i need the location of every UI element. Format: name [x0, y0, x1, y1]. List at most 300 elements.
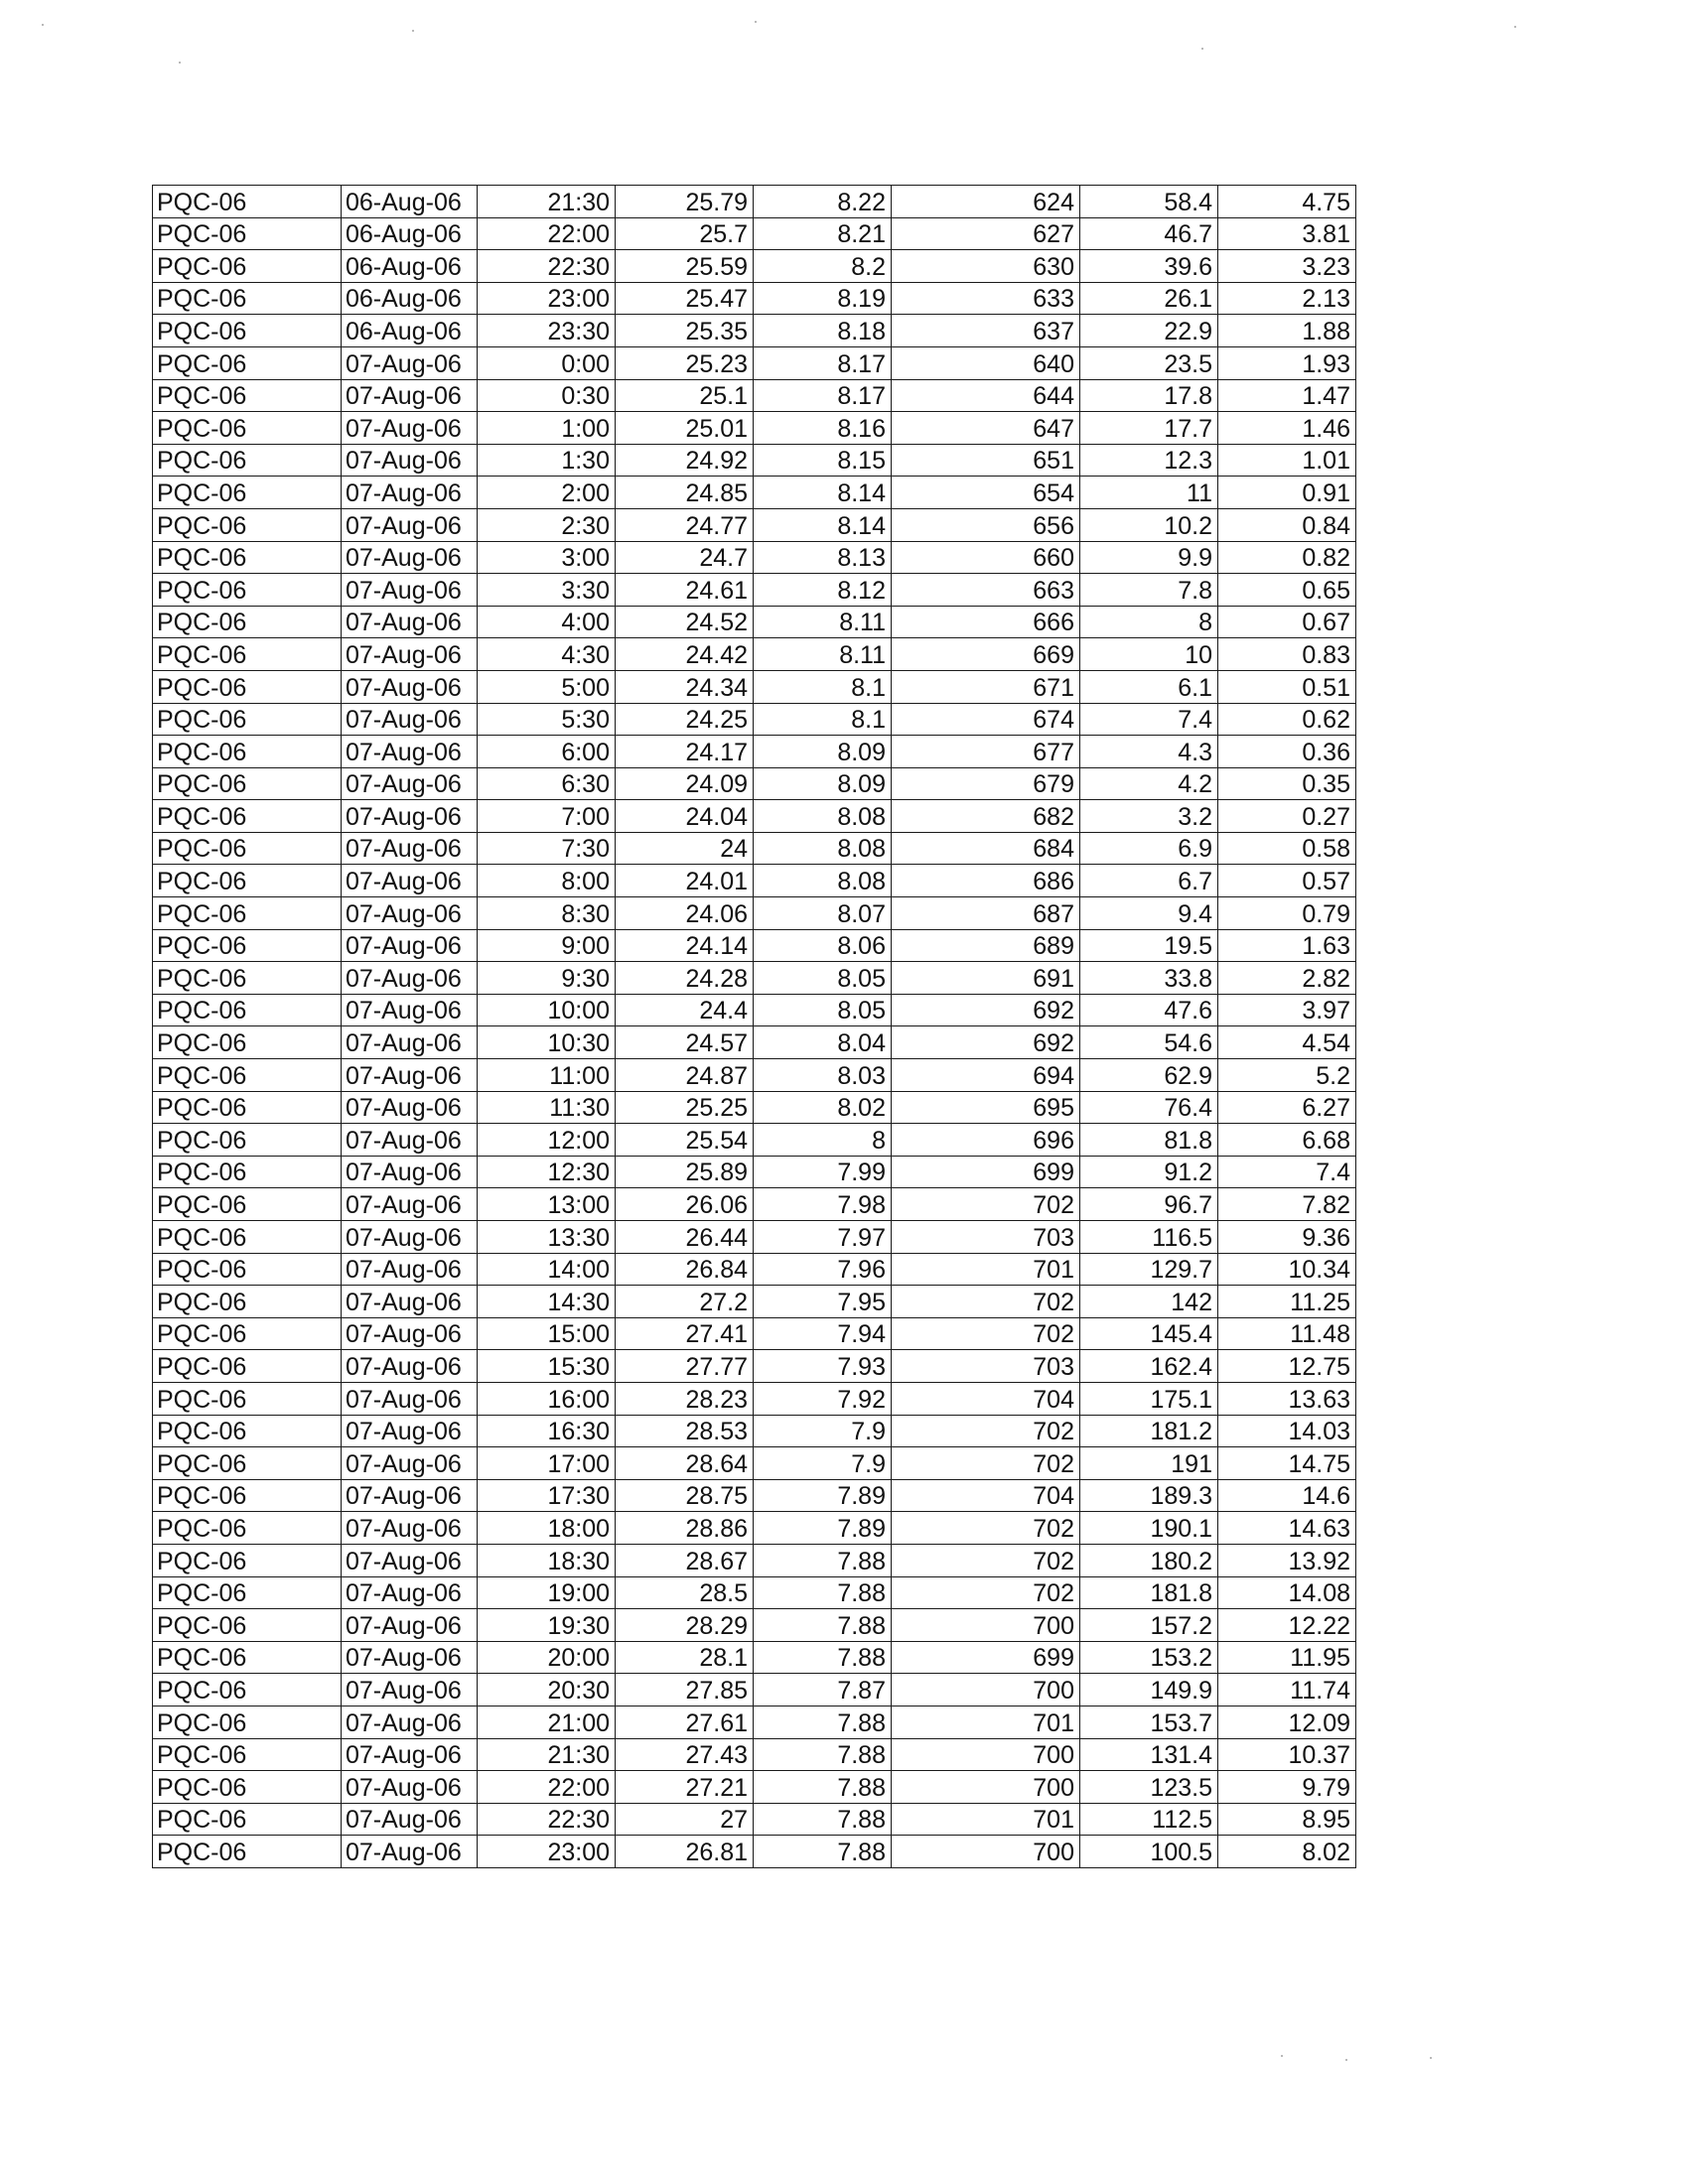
date-cell: 07-Aug-06 — [342, 541, 478, 574]
value-cell-5: 6.27 — [1218, 1091, 1356, 1124]
value-cell-2: 8.09 — [754, 767, 892, 800]
station-cell: PQC-06 — [153, 1706, 342, 1738]
date-cell: 07-Aug-06 — [342, 638, 478, 671]
value-cell-1: 24.52 — [616, 606, 754, 638]
value-cell-3: 651 — [892, 444, 1080, 477]
value-cell-3: 700 — [892, 1674, 1080, 1706]
value-cell-1: 24.09 — [616, 767, 754, 800]
value-cell-3: 700 — [892, 1609, 1080, 1642]
value-cell-5: 13.92 — [1218, 1544, 1356, 1576]
time-cell: 15:00 — [478, 1317, 616, 1350]
value-cell-2: 8.18 — [754, 315, 892, 347]
time-cell: 14:00 — [478, 1253, 616, 1286]
value-cell-5: 8.02 — [1218, 1836, 1356, 1868]
scan-noise — [755, 21, 757, 23]
date-cell: 07-Aug-06 — [342, 379, 478, 412]
scan-noise — [1345, 2059, 1347, 2061]
value-cell-2: 7.9 — [754, 1447, 892, 1480]
value-cell-1: 24.28 — [616, 962, 754, 995]
value-cell-3: 702 — [892, 1576, 1080, 1609]
value-cell-4: 162.4 — [1080, 1350, 1218, 1383]
value-cell-4: 153.2 — [1080, 1641, 1218, 1674]
data-table-body — [153, 186, 1356, 1868]
station-cell: PQC-06 — [153, 929, 342, 962]
date-cell: 07-Aug-06 — [342, 444, 478, 477]
value-cell-4: 17.7 — [1080, 412, 1218, 445]
value-cell-3: 689 — [892, 929, 1080, 962]
value-cell-4: 100.5 — [1080, 1836, 1218, 1868]
time-cell: 1:30 — [478, 444, 616, 477]
value-cell-1: 27.77 — [616, 1350, 754, 1383]
value-cell-5: 0.79 — [1218, 897, 1356, 930]
table-row — [153, 865, 1356, 897]
table-row — [153, 1771, 1356, 1804]
value-cell-1: 27.43 — [616, 1738, 754, 1771]
value-cell-5: 8.95 — [1218, 1803, 1356, 1836]
time-cell: 8:30 — [478, 897, 616, 930]
time-cell: 5:00 — [478, 670, 616, 703]
table-row — [153, 1447, 1356, 1480]
table-row — [153, 1544, 1356, 1576]
value-cell-4: 116.5 — [1080, 1221, 1218, 1254]
value-cell-4: 112.5 — [1080, 1803, 1218, 1836]
date-cell: 07-Aug-06 — [342, 670, 478, 703]
value-cell-2: 7.96 — [754, 1253, 892, 1286]
value-cell-2: 8.15 — [754, 444, 892, 477]
value-cell-4: 9.4 — [1080, 897, 1218, 930]
table-row — [153, 1641, 1356, 1674]
date-cell: 07-Aug-06 — [342, 1415, 478, 1447]
value-cell-2: 7.94 — [754, 1317, 892, 1350]
value-cell-4: 33.8 — [1080, 962, 1218, 995]
value-cell-3: 656 — [892, 508, 1080, 541]
value-cell-4: 7.8 — [1080, 574, 1218, 607]
date-cell: 07-Aug-06 — [342, 994, 478, 1026]
date-cell: 06-Aug-06 — [342, 186, 478, 218]
value-cell-3: 691 — [892, 962, 1080, 995]
value-cell-5: 4.75 — [1218, 186, 1356, 218]
scan-noise — [179, 62, 181, 64]
value-cell-2: 8.06 — [754, 929, 892, 962]
value-cell-1: 24.06 — [616, 897, 754, 930]
table-row — [153, 186, 1356, 218]
value-cell-2: 8.03 — [754, 1059, 892, 1092]
time-cell: 17:30 — [478, 1479, 616, 1512]
value-cell-2: 7.88 — [754, 1576, 892, 1609]
value-cell-1: 26.44 — [616, 1221, 754, 1254]
date-cell: 06-Aug-06 — [342, 315, 478, 347]
time-cell: 7:30 — [478, 832, 616, 865]
value-cell-1: 27.2 — [616, 1286, 754, 1318]
date-cell: 07-Aug-06 — [342, 736, 478, 768]
station-cell: PQC-06 — [153, 1479, 342, 1512]
date-cell: 07-Aug-06 — [342, 508, 478, 541]
value-cell-3: 701 — [892, 1706, 1080, 1738]
station-cell: PQC-06 — [153, 1641, 342, 1674]
value-cell-1: 25.47 — [616, 282, 754, 315]
station-cell: PQC-06 — [153, 477, 342, 509]
value-cell-5: 9.79 — [1218, 1771, 1356, 1804]
value-cell-1: 24.92 — [616, 444, 754, 477]
table-row — [153, 929, 1356, 962]
table-row — [153, 1512, 1356, 1545]
time-cell: 17:00 — [478, 1447, 616, 1480]
value-cell-3: 702 — [892, 1512, 1080, 1545]
station-cell: PQC-06 — [153, 1026, 342, 1059]
value-cell-5: 3.97 — [1218, 994, 1356, 1026]
value-cell-5: 11.25 — [1218, 1286, 1356, 1318]
station-cell: PQC-06 — [153, 1447, 342, 1480]
time-cell: 14:30 — [478, 1286, 616, 1318]
value-cell-4: 54.6 — [1080, 1026, 1218, 1059]
value-cell-1: 25.23 — [616, 346, 754, 379]
station-cell: PQC-06 — [153, 767, 342, 800]
value-cell-1: 28.53 — [616, 1415, 754, 1447]
date-cell: 07-Aug-06 — [342, 1771, 478, 1804]
date-cell: 07-Aug-06 — [342, 1544, 478, 1576]
value-cell-1: 25.79 — [616, 186, 754, 218]
value-cell-4: 91.2 — [1080, 1156, 1218, 1188]
value-cell-5: 7.82 — [1218, 1188, 1356, 1221]
time-cell: 19:00 — [478, 1576, 616, 1609]
value-cell-3: 701 — [892, 1253, 1080, 1286]
date-cell: 07-Aug-06 — [342, 767, 478, 800]
value-cell-1: 28.5 — [616, 1576, 754, 1609]
value-cell-3: 630 — [892, 250, 1080, 283]
value-cell-4: 181.2 — [1080, 1415, 1218, 1447]
table-row — [153, 703, 1356, 736]
value-cell-2: 8.16 — [754, 412, 892, 445]
date-cell: 07-Aug-06 — [342, 606, 478, 638]
value-cell-5: 1.01 — [1218, 444, 1356, 477]
value-cell-5: 12.75 — [1218, 1350, 1356, 1383]
value-cell-1: 28.23 — [616, 1382, 754, 1415]
value-cell-3: 666 — [892, 606, 1080, 638]
table-row — [153, 541, 1356, 574]
scan-noise — [1201, 48, 1203, 50]
value-cell-2: 7.89 — [754, 1479, 892, 1512]
value-cell-1: 24.4 — [616, 994, 754, 1026]
table-row — [153, 250, 1356, 283]
value-cell-4: 58.4 — [1080, 186, 1218, 218]
value-cell-5: 0.27 — [1218, 800, 1356, 833]
value-cell-5: 0.67 — [1218, 606, 1356, 638]
date-cell: 07-Aug-06 — [342, 865, 478, 897]
value-cell-4: 10 — [1080, 638, 1218, 671]
station-cell: PQC-06 — [153, 1221, 342, 1254]
value-cell-5: 0.51 — [1218, 670, 1356, 703]
station-cell: PQC-06 — [153, 1382, 342, 1415]
data-table — [152, 185, 1356, 1868]
value-cell-5: 0.82 — [1218, 541, 1356, 574]
value-cell-3: 699 — [892, 1641, 1080, 1674]
value-cell-5: 0.58 — [1218, 832, 1356, 865]
value-cell-5: 14.75 — [1218, 1447, 1356, 1480]
time-cell: 20:00 — [478, 1641, 616, 1674]
time-cell: 5:30 — [478, 703, 616, 736]
value-cell-5: 3.81 — [1218, 217, 1356, 250]
scan-noise — [412, 30, 414, 32]
date-cell: 07-Aug-06 — [342, 962, 478, 995]
value-cell-5: 2.82 — [1218, 962, 1356, 995]
date-cell: 07-Aug-06 — [342, 1221, 478, 1254]
table-row — [153, 1738, 1356, 1771]
date-cell: 07-Aug-06 — [342, 477, 478, 509]
table-row — [153, 1576, 1356, 1609]
table-row — [153, 282, 1356, 315]
value-cell-2: 7.88 — [754, 1836, 892, 1868]
table-row — [153, 1221, 1356, 1254]
value-cell-4: 96.7 — [1080, 1188, 1218, 1221]
value-cell-2: 7.92 — [754, 1382, 892, 1415]
value-cell-2: 8.1 — [754, 670, 892, 703]
station-cell: PQC-06 — [153, 994, 342, 1026]
value-cell-5: 14.63 — [1218, 1512, 1356, 1545]
value-cell-5: 0.91 — [1218, 477, 1356, 509]
date-cell: 07-Aug-06 — [342, 1124, 478, 1157]
scan-noise — [1514, 26, 1516, 28]
table-row — [153, 217, 1356, 250]
time-cell: 1:00 — [478, 412, 616, 445]
table-row — [153, 1706, 1356, 1738]
table-row — [153, 736, 1356, 768]
table-row — [153, 1124, 1356, 1157]
time-cell: 22:00 — [478, 1771, 616, 1804]
value-cell-3: 637 — [892, 315, 1080, 347]
table-row — [153, 1609, 1356, 1642]
time-cell: 6:30 — [478, 767, 616, 800]
time-cell: 16:00 — [478, 1382, 616, 1415]
date-cell: 07-Aug-06 — [342, 1836, 478, 1868]
value-cell-2: 8.1 — [754, 703, 892, 736]
value-cell-2: 8.11 — [754, 606, 892, 638]
value-cell-1: 24.42 — [616, 638, 754, 671]
table-row — [153, 800, 1356, 833]
value-cell-4: 6.1 — [1080, 670, 1218, 703]
value-cell-2: 8.05 — [754, 994, 892, 1026]
value-cell-3: 695 — [892, 1091, 1080, 1124]
date-cell: 07-Aug-06 — [342, 897, 478, 930]
value-cell-2: 7.88 — [754, 1641, 892, 1674]
value-cell-4: 189.3 — [1080, 1479, 1218, 1512]
date-cell: 07-Aug-06 — [342, 1674, 478, 1706]
value-cell-2: 8.14 — [754, 477, 892, 509]
station-cell: PQC-06 — [153, 1124, 342, 1157]
value-cell-3: 692 — [892, 1026, 1080, 1059]
value-cell-4: 129.7 — [1080, 1253, 1218, 1286]
value-cell-3: 660 — [892, 541, 1080, 574]
value-cell-4: 23.5 — [1080, 346, 1218, 379]
station-cell: PQC-06 — [153, 638, 342, 671]
value-cell-1: 25.54 — [616, 1124, 754, 1157]
value-cell-4: 157.2 — [1080, 1609, 1218, 1642]
time-cell: 10:00 — [478, 994, 616, 1026]
value-cell-2: 7.95 — [754, 1286, 892, 1318]
value-cell-5: 14.03 — [1218, 1415, 1356, 1447]
value-cell-5: 2.13 — [1218, 282, 1356, 315]
value-cell-4: 46.7 — [1080, 217, 1218, 250]
value-cell-1: 25.89 — [616, 1156, 754, 1188]
station-cell: PQC-06 — [153, 865, 342, 897]
station-cell: PQC-06 — [153, 1576, 342, 1609]
station-cell: PQC-06 — [153, 1253, 342, 1286]
value-cell-5: 0.36 — [1218, 736, 1356, 768]
value-cell-5: 10.34 — [1218, 1253, 1356, 1286]
value-cell-1: 24.57 — [616, 1026, 754, 1059]
value-cell-2: 7.88 — [754, 1609, 892, 1642]
time-cell: 9:30 — [478, 962, 616, 995]
date-cell: 06-Aug-06 — [342, 217, 478, 250]
value-cell-2: 7.89 — [754, 1512, 892, 1545]
value-cell-5: 10.37 — [1218, 1738, 1356, 1771]
value-cell-4: 9.9 — [1080, 541, 1218, 574]
time-cell: 12:30 — [478, 1156, 616, 1188]
time-cell: 0:30 — [478, 379, 616, 412]
station-cell: PQC-06 — [153, 606, 342, 638]
value-cell-5: 7.4 — [1218, 1156, 1356, 1188]
value-cell-1: 27.21 — [616, 1771, 754, 1804]
station-cell: PQC-06 — [153, 1317, 342, 1350]
table-row — [153, 1091, 1356, 1124]
value-cell-2: 7.97 — [754, 1221, 892, 1254]
value-cell-5: 0.35 — [1218, 767, 1356, 800]
value-cell-2: 8.04 — [754, 1026, 892, 1059]
value-cell-3: 654 — [892, 477, 1080, 509]
date-cell: 07-Aug-06 — [342, 412, 478, 445]
date-cell: 07-Aug-06 — [342, 574, 478, 607]
value-cell-3: 669 — [892, 638, 1080, 671]
value-cell-4: 8 — [1080, 606, 1218, 638]
value-cell-1: 25.7 — [616, 217, 754, 250]
value-cell-1: 28.86 — [616, 1512, 754, 1545]
value-cell-3: 679 — [892, 767, 1080, 800]
value-cell-5: 12.09 — [1218, 1706, 1356, 1738]
table-row — [153, 1836, 1356, 1868]
value-cell-3: 699 — [892, 1156, 1080, 1188]
table-row — [153, 574, 1356, 607]
value-cell-4: 10.2 — [1080, 508, 1218, 541]
time-cell: 7:00 — [478, 800, 616, 833]
time-cell: 22:30 — [478, 250, 616, 283]
value-cell-1: 24.87 — [616, 1059, 754, 1092]
table-row — [153, 508, 1356, 541]
value-cell-3: 700 — [892, 1738, 1080, 1771]
value-cell-3: 627 — [892, 217, 1080, 250]
value-cell-5: 0.83 — [1218, 638, 1356, 671]
value-cell-4: 6.9 — [1080, 832, 1218, 865]
table-row — [153, 1317, 1356, 1350]
value-cell-4: 149.9 — [1080, 1674, 1218, 1706]
date-cell: 07-Aug-06 — [342, 1188, 478, 1221]
value-cell-4: 47.6 — [1080, 994, 1218, 1026]
value-cell-5: 12.22 — [1218, 1609, 1356, 1642]
value-cell-1: 27.85 — [616, 1674, 754, 1706]
date-cell: 07-Aug-06 — [342, 1317, 478, 1350]
date-cell: 07-Aug-06 — [342, 1447, 478, 1480]
value-cell-3: 692 — [892, 994, 1080, 1026]
station-cell: PQC-06 — [153, 736, 342, 768]
value-cell-3: 702 — [892, 1188, 1080, 1221]
date-cell: 07-Aug-06 — [342, 1382, 478, 1415]
station-cell: PQC-06 — [153, 1286, 342, 1318]
value-cell-5: 11.74 — [1218, 1674, 1356, 1706]
time-cell: 8:00 — [478, 865, 616, 897]
value-cell-3: 702 — [892, 1415, 1080, 1447]
value-cell-5: 1.88 — [1218, 315, 1356, 347]
table-row — [153, 1026, 1356, 1059]
value-cell-4: 181.8 — [1080, 1576, 1218, 1609]
station-cell: PQC-06 — [153, 541, 342, 574]
value-cell-2: 8.09 — [754, 736, 892, 768]
station-cell: PQC-06 — [153, 1771, 342, 1804]
value-cell-4: 26.1 — [1080, 282, 1218, 315]
time-cell: 3:30 — [478, 574, 616, 607]
value-cell-1: 24.61 — [616, 574, 754, 607]
date-cell: 07-Aug-06 — [342, 1350, 478, 1383]
value-cell-2: 8.05 — [754, 962, 892, 995]
table-row — [153, 1156, 1356, 1188]
value-cell-2: 7.87 — [754, 1674, 892, 1706]
time-cell: 11:00 — [478, 1059, 616, 1092]
table-row — [153, 412, 1356, 445]
value-cell-3: 647 — [892, 412, 1080, 445]
value-cell-3: 682 — [892, 800, 1080, 833]
value-cell-4: 11 — [1080, 477, 1218, 509]
date-cell: 07-Aug-06 — [342, 1156, 478, 1188]
time-cell: 4:30 — [478, 638, 616, 671]
value-cell-2: 8.2 — [754, 250, 892, 283]
value-cell-2: 8.07 — [754, 897, 892, 930]
table-row — [153, 1253, 1356, 1286]
value-cell-3: 644 — [892, 379, 1080, 412]
value-cell-1: 24 — [616, 832, 754, 865]
value-cell-3: 633 — [892, 282, 1080, 315]
value-cell-2: 8.08 — [754, 865, 892, 897]
station-cell: PQC-06 — [153, 444, 342, 477]
date-cell: 07-Aug-06 — [342, 703, 478, 736]
time-cell: 11:30 — [478, 1091, 616, 1124]
station-cell: PQC-06 — [153, 1512, 342, 1545]
value-cell-2: 8.02 — [754, 1091, 892, 1124]
value-cell-1: 25.1 — [616, 379, 754, 412]
value-cell-2: 8 — [754, 1124, 892, 1157]
date-cell: 07-Aug-06 — [342, 929, 478, 962]
value-cell-5: 11.95 — [1218, 1641, 1356, 1674]
value-cell-4: 19.5 — [1080, 929, 1218, 962]
value-cell-2: 8.12 — [754, 574, 892, 607]
time-cell: 21:30 — [478, 186, 616, 218]
scan-noise — [42, 24, 44, 26]
value-cell-4: 22.9 — [1080, 315, 1218, 347]
date-cell: 07-Aug-06 — [342, 1641, 478, 1674]
date-cell: 07-Aug-06 — [342, 1253, 478, 1286]
station-cell: PQC-06 — [153, 217, 342, 250]
value-cell-5: 1.63 — [1218, 929, 1356, 962]
time-cell: 13:00 — [478, 1188, 616, 1221]
value-cell-2: 7.98 — [754, 1188, 892, 1221]
value-cell-3: 671 — [892, 670, 1080, 703]
value-cell-4: 7.4 — [1080, 703, 1218, 736]
time-cell: 9:00 — [478, 929, 616, 962]
value-cell-4: 131.4 — [1080, 1738, 1218, 1771]
table-row — [153, 477, 1356, 509]
value-cell-2: 8.17 — [754, 346, 892, 379]
value-cell-2: 8.17 — [754, 379, 892, 412]
station-cell: PQC-06 — [153, 282, 342, 315]
value-cell-1: 24.14 — [616, 929, 754, 962]
value-cell-2: 8.08 — [754, 800, 892, 833]
date-cell: 07-Aug-06 — [342, 1738, 478, 1771]
